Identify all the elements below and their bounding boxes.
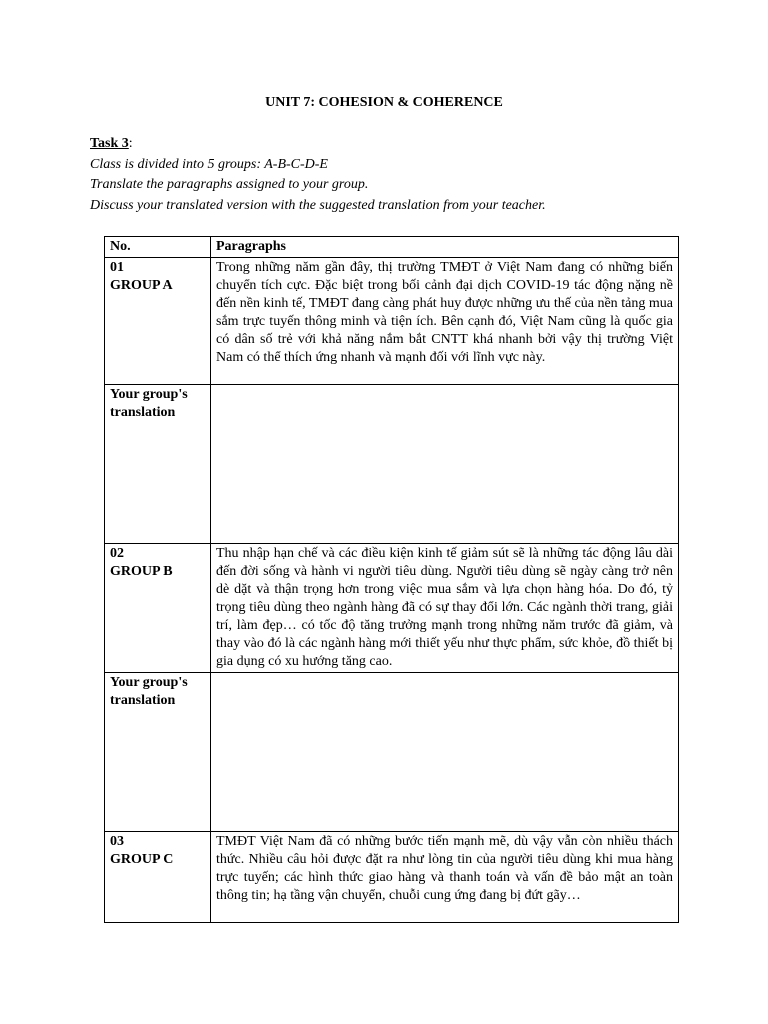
document-title: UNIT 7: COHESION & COHERENCE [265, 95, 503, 110]
paragraphs-table [104, 236, 679, 923]
group-a-translation-label: Your group's translation [110, 387, 188, 420]
group-b-id-cell [105, 544, 211, 673]
table-header-row [105, 237, 679, 258]
header-paragraphs: Paragraphs [211, 237, 679, 258]
group-c-id-cell [105, 832, 211, 923]
group-b-paragraph: Thu nhập hạn chế và các điều kiện kinh tế giảm sút sẽ là những tác động lâu dài đến đời sống và hành vi người tiêu dùng. Người tiêu dùng sẽ ngày càng trở nên dè dặt và thận trọng hơn trong việc mua sắm và lựa chọn hàng hóa. Do đó, tỷ trọng tiêu dùng theo ngành hàng đã có sự thay đổi lớn. Các ngành thời trang, giải trí, làm đẹp… có tốc độ tăng trưởng mạnh trong những năm trước đã giảm, và thay vào đó là các ngành hàng mới thiết yếu như thực phẩm, sức khỏe, đồ thiết bị gia dụng có xu hướng tăng cao. [216, 546, 673, 669]
group-b-paragraph-cell [211, 544, 679, 673]
group-a-number: 01 [110, 260, 124, 275]
task-instructions [90, 134, 690, 216]
group-b-translation-label: Your group's translation [110, 675, 188, 708]
task-label-colon: : [128, 136, 133, 151]
group-c-paragraph-cell [211, 832, 679, 923]
table-row-group-a-translation [105, 385, 679, 544]
table-row-group-b [105, 544, 679, 673]
group-c-number: 03 [110, 834, 124, 849]
group-b-translation-label-cell [105, 673, 211, 832]
group-b-name: GROUP B [110, 564, 173, 579]
group-b-translation-field[interactable] [211, 673, 679, 832]
task-line-translate: Translate the paragraphs assigned to your group. [90, 177, 369, 192]
group-a-paragraph-cell [211, 258, 679, 385]
group-a-paragraph: Trong những năm gần đây, thị trường TMĐT ở Việt Nam đang có những biến chuyển tích cực. Đặc biệt trong bối cảnh đại dịch COVID-19 tác động nặng nề đến nền kinh tế, TMĐT đang càng phát huy được những ưu thế của nền tảng mua sắm trực tuyến thông minh và tiện ích. Bên cạnh đó, Việt Nam cũng là quốc gia có dân số trẻ với khả năng nắm bắt CNTT khá nhanh bởi vậy thị trường Việt Nam có thể thích ứng nhanh và mạnh đối với lĩnh vực này. [216, 260, 673, 365]
group-a-name: GROUP A [110, 278, 173, 293]
task-label: Task 3 [90, 136, 129, 151]
group-c-paragraph: TMĐT Việt Nam đã có những bước tiến mạnh mẽ, dù vậy vẫn còn nhiều thách thức. Nhiều câu hỏi được đặt ra như lòng tin của người tiêu dùng khi mua hàng trực tuyến; các hình thức giao hàng và thanh toán và vấn đề bảo mật an toàn thông tin; hạ tầng vận chuyển, chuỗi cung ứng đang bị đứt gãy… [216, 834, 673, 903]
group-a-translation-label-cell [105, 385, 211, 544]
table-row-group-b-translation [105, 673, 679, 832]
table-row-group-a [105, 258, 679, 385]
group-a-id-cell [105, 258, 211, 385]
group-b-number: 02 [110, 546, 124, 561]
task-line-groups: Class is divided into 5 groups: A-B-C-D-E [90, 156, 328, 172]
header-no: No. [105, 237, 211, 258]
table-row-group-c [105, 832, 679, 923]
task-line-discuss: Discuss your translated version with the suggested translation from your teacher. [90, 197, 546, 213]
group-c-name: GROUP C [110, 852, 174, 867]
group-a-translation-field[interactable] [211, 385, 679, 544]
task-heading [90, 134, 690, 155]
